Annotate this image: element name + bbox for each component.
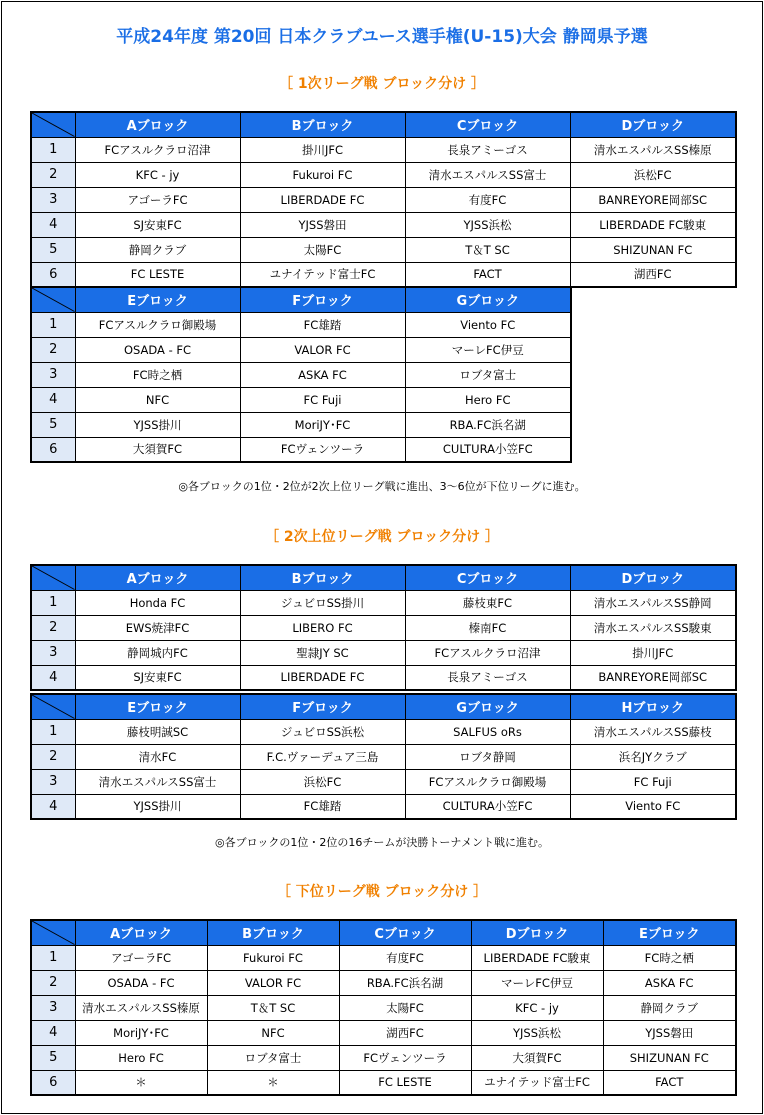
team-cell: マーレFC伊豆 <box>405 337 571 362</box>
team-cell: RBA.FC浜名湖 <box>339 970 471 995</box>
team-cell: 聖隷JY SC <box>240 640 405 665</box>
diagonal-line-icon <box>32 695 75 719</box>
team-cell: LIBERO FC <box>240 615 405 640</box>
team-cell: NFC <box>75 387 240 412</box>
table-row <box>31 1020 736 1045</box>
team-cell: Honda FC <box>75 590 240 615</box>
team-cell: 長泉アミーゴス <box>405 137 570 162</box>
block-header: Cブロック <box>339 920 471 945</box>
team-cell: FCアスルクラロ御殿場 <box>75 312 240 337</box>
team-cell: SJ安東FC <box>75 665 240 690</box>
team-cell: 大須賀FC <box>75 437 240 462</box>
team-cell: SALFUS oRs <box>405 719 570 744</box>
corner-cell <box>31 920 75 945</box>
block-header: Cブロック <box>405 565 570 590</box>
rank-number: 1 <box>31 719 75 744</box>
team-cell: アゴーラFC <box>75 945 207 970</box>
rank-number: 3 <box>31 769 75 794</box>
team-cell: FC雄踏 <box>240 312 405 337</box>
team-cell: FC Fuji <box>570 769 736 794</box>
rank-number: 2 <box>31 337 75 362</box>
team-cell: FC時之栖 <box>603 945 736 970</box>
corner-cell <box>31 287 75 312</box>
league1-title: ［ 1次リーグ戦 ブロック分け ］ <box>278 76 486 92</box>
table-row <box>31 262 736 287</box>
team-cell: YJSS磐田 <box>603 1020 736 1045</box>
block-header: Bブロック <box>207 920 339 945</box>
team-cell: 清水エスパルスSS榛原 <box>75 995 207 1020</box>
team-cell: VALOR FC <box>240 337 405 362</box>
table-row <box>31 412 571 437</box>
team-cell: 清水エスパルスSS駿東 <box>570 615 736 640</box>
block-header: Fブロック <box>240 694 405 719</box>
rank-number: 4 <box>31 387 75 412</box>
table-row <box>31 387 571 412</box>
block-header: Aブロック <box>75 565 240 590</box>
team-cell: Fukuroi FC <box>207 945 339 970</box>
team-cell: ＊ <box>207 1070 339 1095</box>
table-row <box>31 212 736 237</box>
league2-title: ［ 2次上位リーグ戦 ブロック分け ］ <box>264 529 500 545</box>
team-cell: 湖西FC <box>339 1020 471 1045</box>
team-cell: 湖西FC <box>570 262 736 287</box>
team-cell: Hero FC <box>75 1045 207 1070</box>
diagonal-line-icon <box>32 288 75 312</box>
table-row <box>31 237 736 262</box>
team-cell: FACT <box>603 1070 736 1095</box>
team-cell: YJSS磐田 <box>240 212 405 237</box>
team-cell: ロブタ静岡 <box>405 744 570 769</box>
rank-number: 3 <box>31 995 75 1020</box>
team-cell: 藤枝明誠SC <box>75 719 240 744</box>
team-cell: 浜松FC <box>570 162 736 187</box>
table-row <box>31 665 736 690</box>
team-cell: YJSS掛川 <box>75 794 240 819</box>
team-cell: F.C.ヴァーデュア三島 <box>240 744 405 769</box>
block-header: Gブロック <box>405 694 570 719</box>
team-cell: BANREYORE岡部SC <box>570 187 736 212</box>
team-cell: OSADA - FC <box>75 337 240 362</box>
block-header: Hブロック <box>570 694 736 719</box>
rank-number: 2 <box>31 162 75 187</box>
team-cell: YJSS浜松 <box>405 212 570 237</box>
table-row <box>31 1070 736 1095</box>
team-cell: FCアスルクラロ沼津 <box>405 640 570 665</box>
team-cell: 掛川JFC <box>240 137 405 162</box>
team-cell: 大須賀FC <box>471 1045 603 1070</box>
team-cell: 清水エスパルスSS藤枝 <box>570 719 736 744</box>
league2-table-bottom <box>30 693 737 820</box>
rank-number: 3 <box>31 640 75 665</box>
team-cell: 太陽FC <box>339 995 471 1020</box>
table-row <box>31 1045 736 1070</box>
team-cell: ユナイテッド富士FC <box>240 262 405 287</box>
block-header: Aブロック <box>75 112 240 137</box>
block-header: Aブロック <box>75 920 207 945</box>
block-header: Bブロック <box>240 112 405 137</box>
team-cell: FC雄踏 <box>240 794 405 819</box>
league2-note: ◎各ブロックの1位・2位の16チームが決勝トーナメント戦に進む。 <box>215 836 549 849</box>
table-row <box>31 590 736 615</box>
team-cell: FCアスルクラロ御殿場 <box>405 769 570 794</box>
rank-number: 2 <box>31 970 75 995</box>
team-cell: FCヴェンツーラ <box>339 1045 471 1070</box>
team-cell: FCヴェンツーラ <box>240 437 405 462</box>
rank-number: 1 <box>31 137 75 162</box>
rank-number: 1 <box>31 590 75 615</box>
rank-number: 3 <box>31 187 75 212</box>
league1-table-top <box>30 111 737 288</box>
team-cell: ジュビロSS浜松 <box>240 719 405 744</box>
team-cell: LIBERDADE FC <box>240 665 405 690</box>
page-title: 平成24年度 第20回 日本クラブユース選手権(U-15)大会 静岡県予選 <box>116 27 648 47</box>
league2-table-top <box>30 564 737 691</box>
rank-number: 5 <box>31 1045 75 1070</box>
team-cell: ジュビロSS掛川 <box>240 590 405 615</box>
table-row <box>31 362 571 387</box>
league3-table <box>30 919 737 1096</box>
team-cell: CULTURA小笠FC <box>405 437 571 462</box>
team-cell: 有度FC <box>339 945 471 970</box>
table-row <box>31 640 736 665</box>
team-cell: Hero FC <box>405 387 571 412</box>
team-cell: 浜松FC <box>240 769 405 794</box>
diagonal-line-icon <box>32 921 75 945</box>
team-cell: EWS焼津FC <box>75 615 240 640</box>
table-row <box>31 719 736 744</box>
team-cell: ロブタ富士 <box>405 362 571 387</box>
team-cell: CULTURA小笠FC <box>405 794 570 819</box>
rank-number: 5 <box>31 412 75 437</box>
team-cell: YJSS掛川 <box>75 412 240 437</box>
team-cell: 清水FC <box>75 744 240 769</box>
block-header: Dブロック <box>570 565 736 590</box>
league3-title: ［ 下位リーグ戦 ブロック分け ］ <box>276 884 488 900</box>
table-row <box>31 794 736 819</box>
block-header: Bブロック <box>240 565 405 590</box>
team-cell: 静岡クラブ <box>603 995 736 1020</box>
team-cell: MoriJY･FC <box>240 412 405 437</box>
team-cell: アゴーラFC <box>75 187 240 212</box>
block-header: Eブロック <box>603 920 736 945</box>
rank-number: 2 <box>31 615 75 640</box>
team-cell: 清水エスパルスSS榛原 <box>570 137 736 162</box>
team-cell: 藤枝東FC <box>405 590 570 615</box>
team-cell: ASKA FC <box>603 970 736 995</box>
team-cell: MoriJY･FC <box>75 1020 207 1045</box>
team-cell: KFC - jy <box>75 162 240 187</box>
table-row <box>31 945 736 970</box>
table-row <box>31 437 571 462</box>
team-cell: YJSS浜松 <box>471 1020 603 1045</box>
team-cell: 清水エスパルスSS富士 <box>405 162 570 187</box>
corner-cell <box>31 112 75 137</box>
block-header: Eブロック <box>75 287 240 312</box>
table-row <box>31 312 571 337</box>
team-cell: 浜名JYクラブ <box>570 744 736 769</box>
team-cell: NFC <box>207 1020 339 1045</box>
table-row <box>31 187 736 212</box>
rank-number: 3 <box>31 362 75 387</box>
team-cell: 静岡城内FC <box>75 640 240 665</box>
team-cell: T＆T SC <box>207 995 339 1020</box>
table-row <box>31 744 736 769</box>
table-row <box>31 137 736 162</box>
team-cell: FC LESTE <box>75 262 240 287</box>
block-header: Dブロック <box>570 112 736 137</box>
block-header: Fブロック <box>240 287 405 312</box>
corner-cell <box>31 694 75 719</box>
corner-cell <box>31 565 75 590</box>
team-cell: 太陽FC <box>240 237 405 262</box>
team-cell: LIBERDADE FC <box>240 187 405 212</box>
table-row <box>31 970 736 995</box>
table-row <box>31 995 736 1020</box>
team-cell: 掛川JFC <box>570 640 736 665</box>
team-cell: LIBERDADE FC駿東 <box>471 945 603 970</box>
team-cell: KFC - jy <box>471 995 603 1020</box>
team-cell: FACT <box>405 262 570 287</box>
team-cell: 長泉アミーゴス <box>405 665 570 690</box>
team-cell: 榛南FC <box>405 615 570 640</box>
team-cell: Viento FC <box>570 794 736 819</box>
team-cell: ロブタ富士 <box>207 1045 339 1070</box>
block-header: Dブロック <box>471 920 603 945</box>
team-cell: 清水エスパルスSS静岡 <box>570 590 736 615</box>
block-header: Cブロック <box>405 112 570 137</box>
team-cell: ASKA FC <box>240 362 405 387</box>
block-header: Gブロック <box>405 287 571 312</box>
team-cell: FC LESTE <box>339 1070 471 1095</box>
team-cell: T＆T SC <box>405 237 570 262</box>
table-row <box>31 337 571 362</box>
team-cell: 清水エスパルスSS富士 <box>75 769 240 794</box>
team-cell: 有度FC <box>405 187 570 212</box>
team-cell: 静岡クラブ <box>75 237 240 262</box>
team-cell: RBA.FC浜名湖 <box>405 412 571 437</box>
rank-number: 6 <box>31 1070 75 1095</box>
rank-number: 5 <box>31 237 75 262</box>
team-cell: FC Fuji <box>240 387 405 412</box>
team-cell: Fukuroi FC <box>240 162 405 187</box>
team-cell: SJ安東FC <box>75 212 240 237</box>
team-cell: ユナイテッド富士FC <box>471 1070 603 1095</box>
diagonal-line-icon <box>32 113 75 137</box>
team-cell: BANREYORE岡部SC <box>570 665 736 690</box>
team-cell: LIBERDADE FC駿東 <box>570 212 736 237</box>
block-header: Eブロック <box>75 694 240 719</box>
team-cell: FCアスルクラロ沼津 <box>75 137 240 162</box>
table-row <box>31 162 736 187</box>
rank-number: 4 <box>31 665 75 690</box>
team-cell: Viento FC <box>405 312 571 337</box>
rank-number: 6 <box>31 437 75 462</box>
rank-number: 4 <box>31 1020 75 1045</box>
rank-number: 6 <box>31 262 75 287</box>
rank-number: 1 <box>31 945 75 970</box>
table-row <box>31 769 736 794</box>
league1-table-bottom <box>30 286 572 463</box>
table-row <box>31 615 736 640</box>
team-cell: SHIZUNAN FC <box>570 237 736 262</box>
league1-note: ◎各ブロックの1位・2位が2次上位リーグ戦に進出、3～6位が下位リーグに進む。 <box>178 480 586 493</box>
team-cell: マーレFC伊豆 <box>471 970 603 995</box>
team-cell: VALOR FC <box>207 970 339 995</box>
diagonal-line-icon <box>32 566 75 590</box>
team-cell: SHIZUNAN FC <box>603 1045 736 1070</box>
rank-number: 4 <box>31 794 75 819</box>
team-cell: ＊ <box>75 1070 207 1095</box>
team-cell: FC時之栖 <box>75 362 240 387</box>
rank-number: 4 <box>31 212 75 237</box>
rank-number: 2 <box>31 744 75 769</box>
rank-number: 1 <box>31 312 75 337</box>
team-cell: OSADA - FC <box>75 970 207 995</box>
